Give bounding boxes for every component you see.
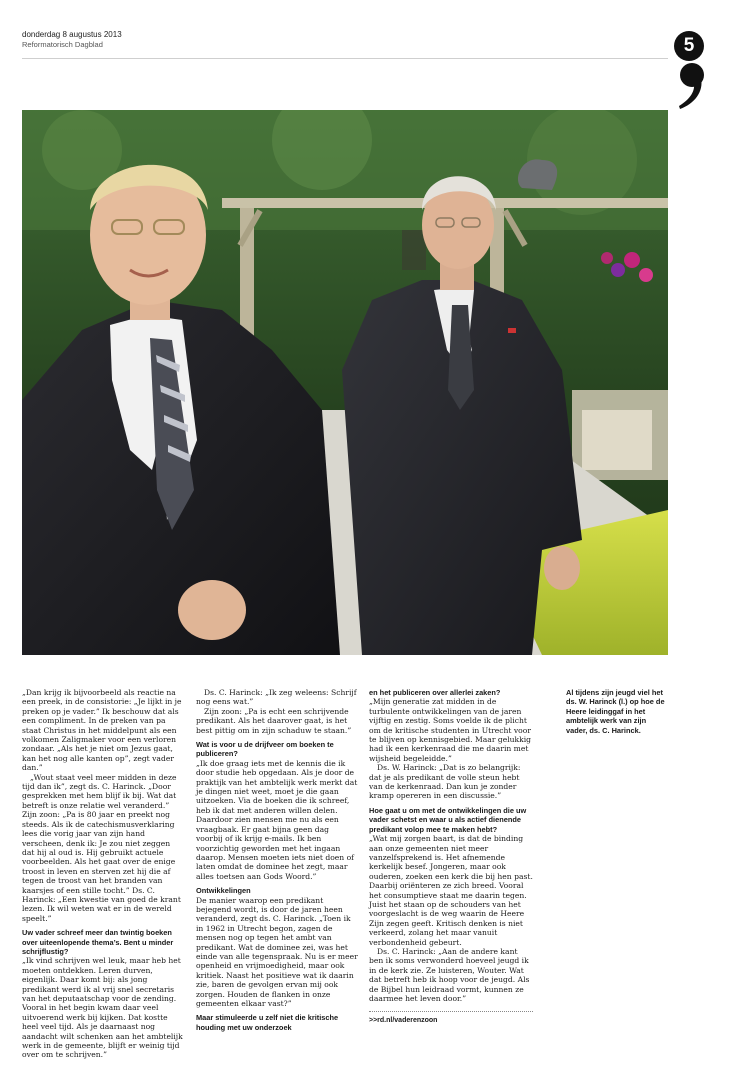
question-paragraph: Wat is voor u de drijfveer om boeken te publiceren? (196, 740, 334, 759)
body-paragraph: Ds. C. Harinck: „Aan de andere kant ben ik soms verwonderd hoeveel jeugd ik in de kerk zie. Ze luisteren, Wouter. Wat dat betreft heb ik hoop voor de jeugd. Als de Bijbel hun leidraad vormt, kunnen ze daarmee het leven door.” (369, 946, 530, 1003)
body-paragraph: „Wout staat veel meer midden in deze tijd dan ik”, zegt ds. C. Harinck. „Door gesprekken met hem blijf ik bij. Wat dat betreft is onze relatie wel veranderd.” Zijn zoon: „Pa is 80 jaar en preekt nog steeds. Als ik de catechismusverklaring lees die vorig jaar van zijn hand verscheen, denk ik: Je zou niet zeggen dat hij al oud is. Hij gebruikt actuele voorbeelden. Als het gaat over de enige troost in leven en sterven zet hij die af tegen de troost van het branden van kaarsjes of een stille tocht.” Ds. C. Harinck: „Een kwestie van goed de krant lezen. Ik wil weten wat er in de wereld speelt.” (22, 772, 181, 923)
article-column-3 (369, 688, 533, 1026)
subheading: Ontwikkelingen (196, 886, 251, 896)
body-paragraph: Zijn zoon: „Pa is echt een schrijvende predikant. Als het daarover gaat, is het best pittig om in zijn schaduw te staan.” (196, 706, 352, 735)
page-number: 5 (674, 31, 704, 61)
article-column-2 (196, 688, 358, 1032)
header-rule (22, 58, 668, 59)
body-paragraph: Ds. C. Harinck: „Ik zeg weleens: Schrijf nog eens wat.” (196, 688, 357, 707)
body-paragraph: „Mijn generatie zat midden in de turbulente ontwikkelingen van de jaren vijftig en zestig. Soms voelde ik de plicht om de kritische studenten in Utrecht voor te blijven op kennisgebied. Maar gelukkig had ik een kerkenraad die me daarin met wijsheid begeleidde.” (369, 697, 532, 763)
body-paragraph: „Ik doe graag iets met de kennis die ik door studie heb opgedaan. Als je door de praktijk van het ambtelijk werk merkt dat je dingen niet weet, moet je die gaan uitzoeken. Via de boeken die ik schreef, heb ik dat met anderen willen delen. Daardoor zien mensen me nu als een vraagbaak. Er gaat bijna geen dag voorbij of ik krijg e-mails. Ik ben voorzichtig geworden met het ingaan daarop. Mensen moeten iets niet doen of laten omdat de dominee het zegt, maar alles toetsen aan Gods Woord.” (196, 758, 358, 881)
page-header (22, 30, 662, 60)
article-column-1 (22, 688, 184, 1060)
photo-caption: Al tijdens zijn jeugd viel het ds. W. Harinck (l.) op hoe de Heere leidinggaf in het ambtelijk werk van zijn vader, ds. C. Harinck. (566, 688, 665, 735)
comma-logo-icon (674, 62, 708, 110)
body-paragraph: „Wat mij zorgen baart, is dat de binding aan onze gemeenten niet meer vanzelfsprekend is. Het afnemende kerkelijk besef. Jongeren, maar ook ouderen, zoeken een kerk die bij hen past. Daarbij oriënteren ze zich breed. Vooral het consumptieve staat me daarin tegen. Juist het staan op de schouders van het voorgeslacht is de weg waarin de Heere Zijn zegen geeft. Kritisch denken is niet verkeerd, zolang het maar vanuit verbondenheid gebeurt. (369, 834, 533, 947)
newspaper-name: Reformatorisch Dagblad (22, 40, 103, 49)
body-paragraph: „Dan krijg ik bijvoorbeeld als reactie na een preek, in de consistorie: „Je lijkt in je preken op je vader.” Ik beschouw dat als een compliment. In de preken van pa staat Christus in het middelpunt als een volkomen Zaligmaker voor een verloren zondaar. „Als het je niet om Jezus gaat, kan het nog alle kanten op”, zegt vader dan.” (22, 688, 182, 773)
article-link[interactable]: >>rd.nl/vaderenzoon (369, 1011, 533, 1025)
article-photo (22, 110, 668, 655)
question-paragraph: Maar stimuleerde u zelf niet die kritische houding met uw onderzoek (196, 1013, 339, 1032)
body-paragraph: De manier waarop een predikant bejegend wordt, is door de jaren heen veranderd, zegt ds. C. Harinck. „Toen ik in 1962 in Utrecht begon, zagen de mensen nog op tegen het ambt van predikant. Wat de dominee zei, was het einde van alle tegenspraak. Nu is er meer openheid en vrijmoedigheid, maar ook kritiek. Naast het positieve wat ik daarin zie, baren de gevolgen ervan mij ook zorgen. Houden de flanken in onze gemeenten elkaar vast?” (196, 895, 358, 1008)
question-paragraph: en het publiceren over allerlei zaken? (369, 688, 501, 697)
issue-date: donderdag 8 augustus 2013 (22, 30, 122, 39)
body-paragraph: „Ik vind schrijven wel leuk, maar heb het moeten ontdekken. Leren durven, eigenlijk. Daar komt bij: als jong predikant werd ik al vrij snel secretaris van het deputaatschap voor de zending. Vooral in het begin kwam daar veel uitvoerend werk bij kijken. Dat kostte heel veel tijd. Als je daarnaast nog aandacht wilt schenken aan het ambtelijk werk in de gemeente, blijft er weinig tijd over om te schrijven.” (22, 956, 183, 1060)
photo-two-men-in-garden-icon (22, 110, 668, 655)
body-paragraph: Ds. W. Harinck: „Dat is zo belangrijk: dat je als predikant de volle steun hebt van de kerkenraad. Dan kun je zonder kramp opereren in een discussie.” (369, 763, 521, 801)
column-3-body (369, 688, 533, 1003)
question-paragraph: Uw vader schreef meer dan twintig boeken over uiteenlopende thema’s. Bent u minder schrijflustig? (22, 928, 174, 956)
question-paragraph: Hoe gaat u om met de ontwikkelingen die uw vader schetst en waar u als actief dienende predikant volop mee te maken hebt? (369, 805, 527, 834)
